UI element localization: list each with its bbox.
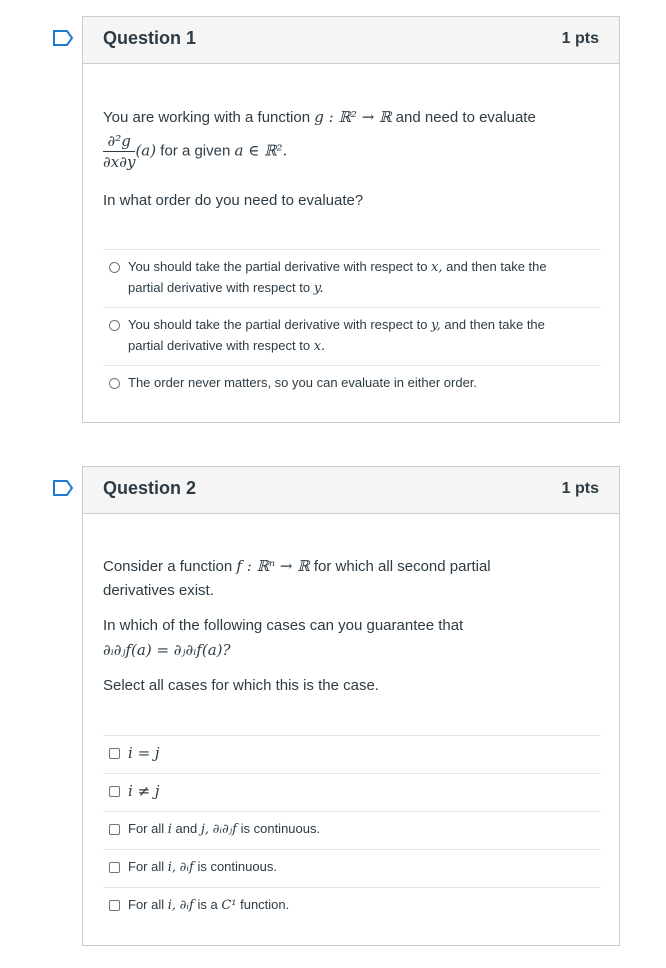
checkbox[interactable]: [109, 900, 120, 911]
bookmark-flag-icon[interactable]: [52, 480, 74, 496]
radio-button[interactable]: [109, 378, 120, 389]
question-2-header: [83, 467, 619, 514]
question-points: 1 pts: [561, 480, 599, 497]
radio-button[interactable]: [109, 320, 120, 331]
question-1-prompt: In what order do you need to evaluate?: [103, 192, 364, 209]
answer-option[interactable]: For all i and j, ∂ᵢ∂ⱼf is continuous.: [103, 811, 601, 850]
bookmark-flag-icon[interactable]: [52, 30, 74, 46]
answer-option[interactable]: i ≠ j: [103, 773, 601, 812]
answer-option[interactable]: For all i, ∂ᵢf is a C¹ function.: [103, 887, 601, 926]
question-2-card: [82, 466, 620, 946]
question-title: Question 1: [103, 28, 197, 48]
question-2-prompt: In which of the following cases can you guarantee that ∂ᵢ∂ⱼf(a) = ∂ⱼ∂ᵢf(a)?: [103, 617, 464, 659]
answer-option[interactable]: You should take the partial derivative with respect to x, and then take the partial derivative with respect to y.: [103, 249, 601, 308]
question-1-expression: $\frac{\text{∂²g}}{\partial x\partial y}$ (a) for a given a ∈ ℝ².: [103, 132, 288, 171]
question-title: Question 2: [103, 478, 197, 498]
checkbox[interactable]: [109, 824, 120, 835]
question-points: 1 pts: [561, 30, 599, 47]
question-1-intro: You are working with a function g : ℝ² → ℝ and need to evaluate: [103, 108, 536, 126]
answer-option[interactable]: The order never matters, so you can evaluate in either order.: [103, 365, 601, 404]
checkbox[interactable]: [109, 786, 120, 797]
question-2-intro: Consider a function f : ℝⁿ → ℝ for which all second partial derivatives exist.: [103, 557, 491, 599]
question-2-instruction: Select all cases for which this is the case.: [103, 677, 379, 694]
question-1-header: [83, 17, 619, 64]
answer-option[interactable]: For all i, ∂ᵢf is continuous.: [103, 849, 601, 888]
checkbox[interactable]: [109, 748, 120, 759]
answer-option[interactable]: You should take the partial derivative with respect to y, and then take the partial derivative with respect to x.: [103, 307, 601, 366]
checkbox[interactable]: [109, 862, 120, 873]
radio-button[interactable]: [109, 262, 120, 273]
question-1-card: [82, 16, 620, 423]
second-partial-fraction: $\frac{\text{∂²g}}{\partial x\partial y}$: [103, 132, 136, 171]
answer-option[interactable]: i = j: [103, 735, 601, 774]
